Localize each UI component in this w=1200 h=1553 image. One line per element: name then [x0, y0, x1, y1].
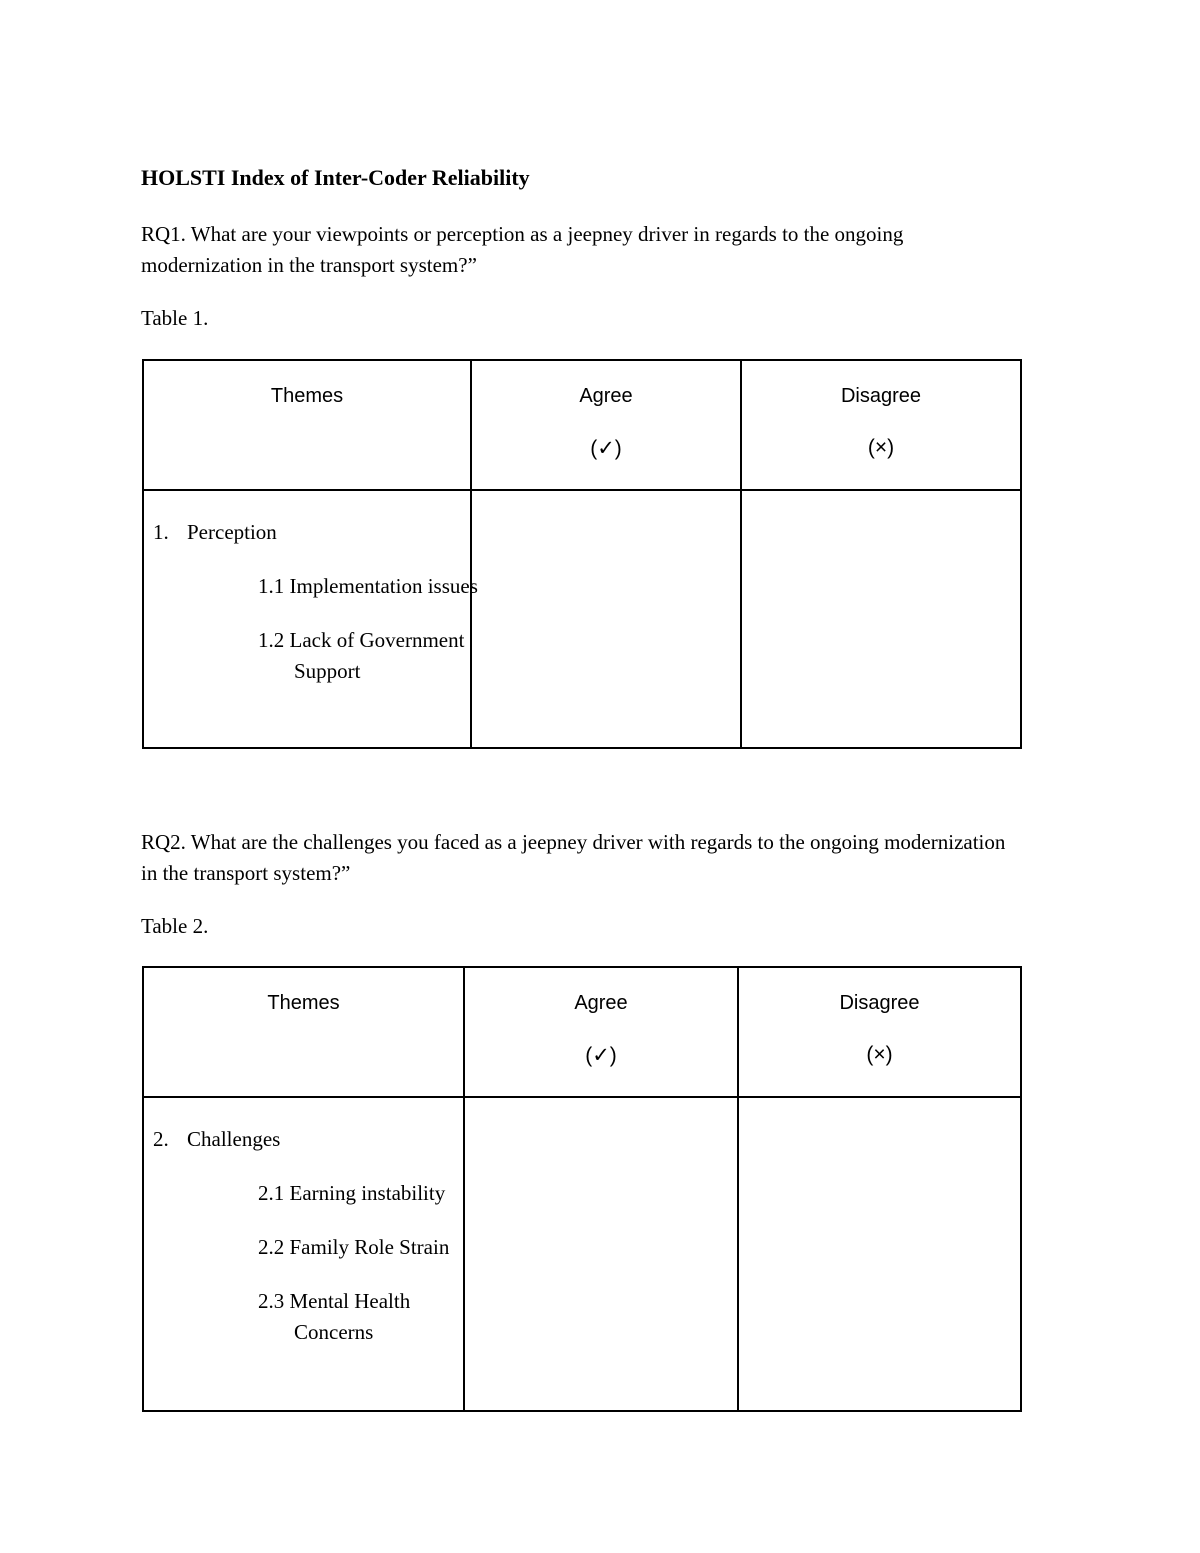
disagree-cell: [738, 1097, 1021, 1411]
table-2-theme-row: [143, 1097, 1021, 1411]
table-1-theme-row: [143, 490, 1021, 748]
table-2: [142, 966, 1022, 1412]
disagree-header: Disagree: [839, 992, 920, 1014]
theme-label: Perception: [187, 520, 277, 544]
theme-item: [153, 1124, 463, 1155]
theme-cell: [143, 490, 478, 748]
subtheme-item: 1.1 Implementation issues: [258, 574, 478, 598]
theme-item: [153, 517, 470, 548]
agree-header: Agree: [574, 992, 628, 1014]
research-question-1: RQ1. What are your viewpoints or perception as a jeepney driver in regards to the ongoing modernization in the transport system?”: [141, 222, 904, 277]
theme-label: Challenges: [187, 1127, 281, 1151]
disagree-cell: [741, 490, 1021, 748]
agree-cell: [471, 490, 741, 748]
table-2-caption: Table 2.: [141, 914, 209, 938]
cross-icon: (×): [866, 1043, 893, 1066]
table-1: [142, 359, 1022, 749]
theme-number: 1.: [153, 520, 169, 544]
cross-icon: (×): [867, 436, 895, 459]
disagree-header-cell: [738, 967, 1021, 1097]
table-2-header-row: [143, 967, 1021, 1097]
document-title: HOLSTI Index of Inter-Coder Reliability: [141, 165, 530, 190]
subtheme-item: 2.3 Mental Health Concerns: [258, 1289, 411, 1344]
research-question-2: RQ2. What are the challenges you faced as a jeepney driver with regards to the ongoing modernization in the transport system?”: [141, 830, 1006, 885]
disagree-header: Disagree: [840, 385, 922, 407]
table-1-caption: Table 1.: [141, 306, 209, 330]
subtheme-item: 2.2 Family Role Strain: [258, 1235, 450, 1259]
subtheme-item: 1.2 Lack of Government Support: [258, 628, 465, 683]
themes-header: Themes: [270, 385, 344, 407]
agree-header: Agree: [579, 385, 633, 407]
themes-header: Themes: [267, 992, 340, 1014]
themes-header-cell: [143, 967, 464, 1097]
agree-cell: [464, 1097, 738, 1411]
table-1-header-row: [143, 360, 1021, 490]
disagree-header-cell: [741, 360, 1021, 490]
checkmark-icon: (✓): [590, 437, 622, 460]
theme-cell: [143, 1097, 464, 1411]
checkmark-icon: (✓): [585, 1044, 617, 1067]
agree-header-cell: [471, 360, 741, 490]
themes-header-cell: [143, 360, 471, 490]
agree-header-cell: [464, 967, 738, 1097]
theme-number: 2.: [153, 1127, 169, 1151]
subtheme-item: 2.1 Earning instability: [258, 1181, 446, 1205]
